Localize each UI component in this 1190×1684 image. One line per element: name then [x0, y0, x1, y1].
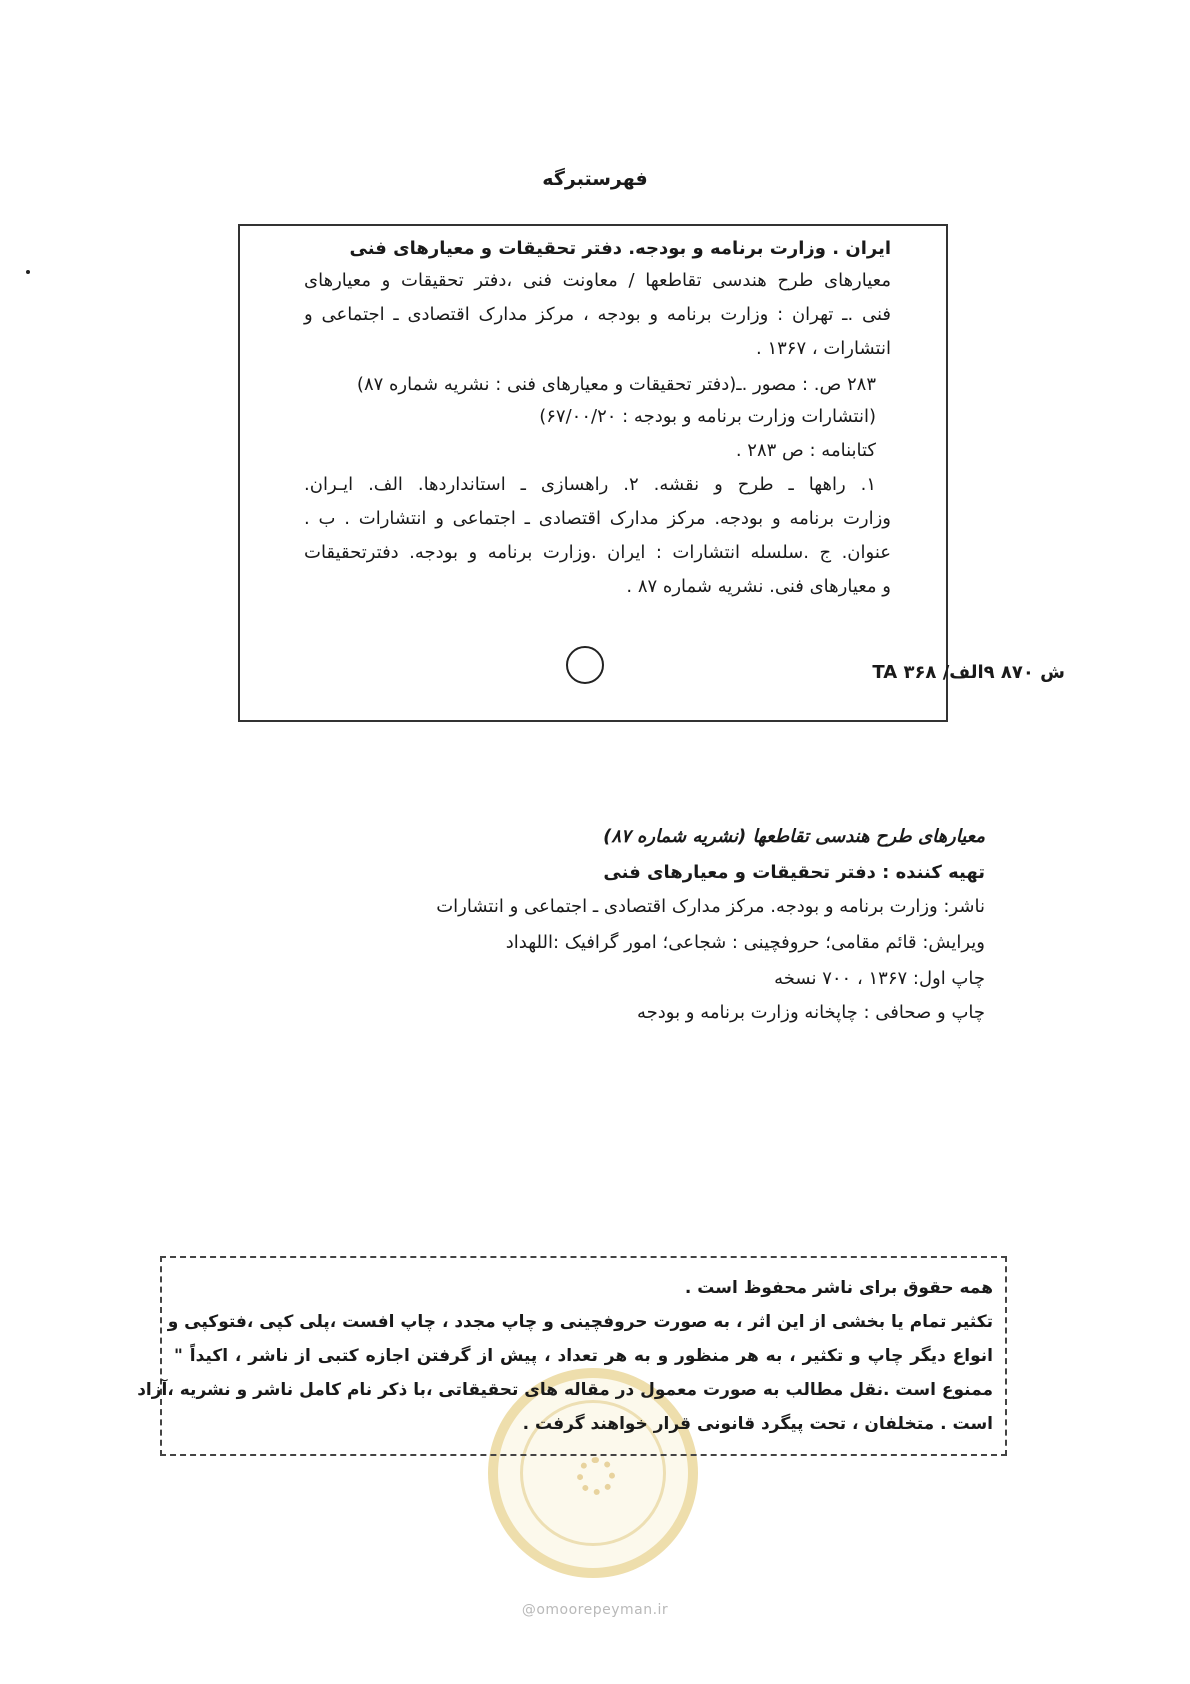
catalog-line: وزارت برنامه و بودجه. مرکز مدارک اقتصادی ـ اجتماعی و انتشارات . ب . [304, 508, 891, 529]
catalog-line: عنوان. ج .سلسله انتشارات : ایران .وزارت برنامه و بودجه. دفترتحقیقات [304, 542, 891, 563]
imprint-line: ویرایش: قائم مقامی؛ حروفچینی : شجاعی؛ امور گرافیک :اللهداد [505, 932, 985, 953]
circle-mark-icon [566, 646, 604, 684]
imprint-line: چاپ و صحافی : چاپخانه وزارت برنامه و بودجه [636, 1002, 985, 1023]
rights-line: ممنوع است .نقل مطالب به صورت معمول در مقاله های تحقیقاتی ،با ذکر نام کامل ناشر و نشریه ،آزاد [137, 1380, 993, 1400]
imprint-line: تهیه کننده : دفتر تحقیقات و معیارهای فنی [603, 862, 985, 883]
catalog-line: انتشارات ، ۱۳۶۷ . [755, 338, 891, 359]
catalog-line: و معیارهای فنی. نشریه شماره ۸۷ . [626, 576, 891, 597]
copyright-notice-box [137, 1256, 1007, 1456]
catalog-line: ۱. راهها ـ طرح و نقشه. ۲. راهسازی ـ استانداردها. الف. ایـران. [304, 474, 877, 495]
imprint-line: ناشر: وزارت برنامه و بودجه. مرکز مدارک اقتصادی ـ اجتماعی و انتشارات [436, 896, 985, 917]
page-title: فهرستبرگه [542, 168, 648, 190]
catalog-line: فنی .ـ تهران : وزارت برنامه و بودجه ، مرکز مدارک اقتصادی ـ اجتماعی و [304, 304, 891, 325]
catalog-line: کتابنامه : ص ۲۸۳ . [735, 440, 876, 461]
catalog-line: ایران . وزارت برنامه و بودجه. دفتر تحقیقات و معیارهای فنی [349, 238, 891, 259]
seal-gear-icon [577, 1457, 615, 1495]
imprint-line: چاپ اول: ۱۳۶۷ ، ۷۰۰ نسخه [774, 968, 985, 989]
rights-line: تکثیر تمام یا بخشی از این اثر ، به صورت حروفچینی و چاپ مجدد ، چاپ افست ،پلی کپی ،فتوکپی و [167, 1312, 993, 1332]
stray-ink-dot [26, 270, 30, 274]
watermark-text: @omoorepeyman.ir [521, 1602, 669, 1618]
catalog-line: معیارهای طرح هندسی تقاطعها / معاونت فنی ،دفتر تحقیقات و معیارهای [304, 270, 891, 291]
rights-line: است . متخلفان ، تحت پیگرد قانونی قرار خواهند گرفت . [522, 1414, 993, 1434]
catalog-line: ۲۸۳ ص. : مصور .ـ(دفتر تحقیقات و معیارهای فنی : نشریه شماره ۸۷) [356, 374, 876, 395]
rights-line: انواع دیگر چاپ و تکثیر ، به هر منظور و به هر تعداد ، پیش از گرفتن اجازه کتبی از ناشر ، اکیداً " [174, 1346, 993, 1366]
classification-number: ش ۸۷۰ ۹الف/ ۳۶۸ TA [872, 662, 1065, 683]
catalog-line: (انتشارات وزارت برنامه و بودجه : ۶۷/۰۰/۲۰) [539, 406, 876, 427]
imprint-title: معیارهای طرح هندسی تقاطعها (نشریه شماره ۸۷) [603, 826, 985, 847]
rights-line: همه حقوق برای ناشر محفوظ است . [684, 1278, 993, 1298]
